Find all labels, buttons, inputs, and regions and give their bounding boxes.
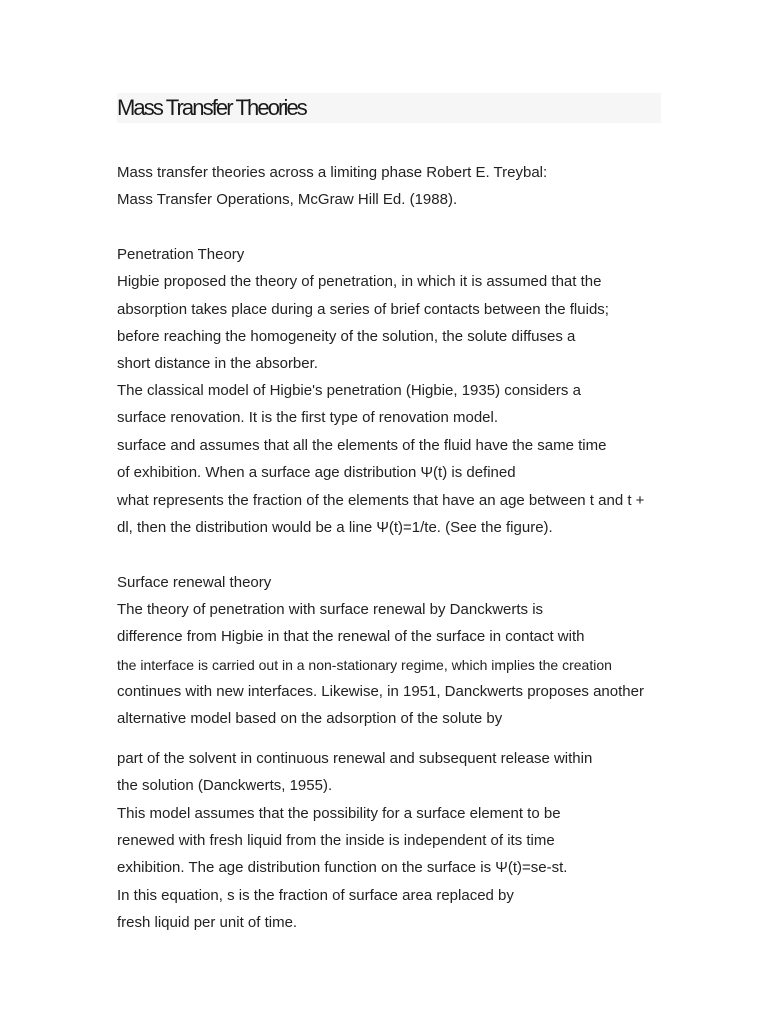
- paragraph-line: what represents the fraction of the elements that have an age between t and t +: [117, 492, 645, 509]
- paragraph-line: Higbie proposed the theory of penetration, in which it is assumed that the: [117, 273, 602, 290]
- title-bar: [117, 93, 661, 123]
- section-heading-surface-renewal: Surface renewal theory: [117, 574, 272, 591]
- paragraph-line: surface and assumes that all the elements of the fluid have the same time: [117, 437, 607, 454]
- paragraph-line: difference from Higbie in that the renewal of the surface in contact with: [117, 628, 585, 645]
- paragraph-line: the solution (Danckwerts, 1955).: [117, 777, 333, 794]
- paragraph-line: The theory of penetration with surface renewal by Danckwerts is: [117, 601, 544, 618]
- document-title: Mass Transfer Theories: [117, 95, 306, 120]
- paragraph-line: short distance in the absorber.: [117, 355, 318, 372]
- paragraph-line: fresh liquid per unit of time.: [117, 914, 298, 931]
- paragraph-line: This model assumes that the possibility for a surface element to be: [117, 805, 561, 822]
- paragraph-line: alternative model based on the adsorption of the solute by: [117, 710, 503, 727]
- section-heading-penetration: Penetration Theory: [117, 246, 245, 263]
- intro-line: Mass Transfer Operations, McGraw Hill Ed. (1988).: [117, 191, 458, 208]
- paragraph-line: continues with new interfaces. Likewise, in 1951, Danckwerts proposes another: [117, 683, 644, 700]
- paragraph-line: In this equation, s is the fraction of surface area replaced by: [117, 887, 514, 904]
- paragraph-line: part of the solvent in continuous renewal and subsequent release within: [117, 750, 593, 767]
- paragraph-line: surface renovation. It is the first type of renovation model.: [117, 409, 499, 426]
- paragraph-line: of exhibition. When a surface age distribution Ψ(t) is defined: [117, 464, 516, 481]
- paragraph-line: the interface is carried out in a non-stationary regime, which implies the creation: [117, 657, 612, 673]
- intro-line: Mass transfer theories across a limiting phase Robert E. Treybal:: [117, 164, 548, 181]
- paragraph-line: The classical model of Higbie's penetration (Higbie, 1935) considers a: [117, 382, 581, 399]
- paragraph-line: exhibition. The age distribution function on the surface is Ψ(t)=se-st.: [117, 859, 568, 876]
- paragraph-line: renewed with fresh liquid from the inside is independent of its time: [117, 832, 555, 849]
- paragraph-line: absorption takes place during a series of brief contacts between the fluids;: [117, 301, 609, 318]
- paragraph-line: dl, then the distribution would be a line Ψ(t)=1/te. (See the figure).: [117, 519, 553, 536]
- paragraph-line: before reaching the homogeneity of the solution, the solute diffuses a: [117, 328, 576, 345]
